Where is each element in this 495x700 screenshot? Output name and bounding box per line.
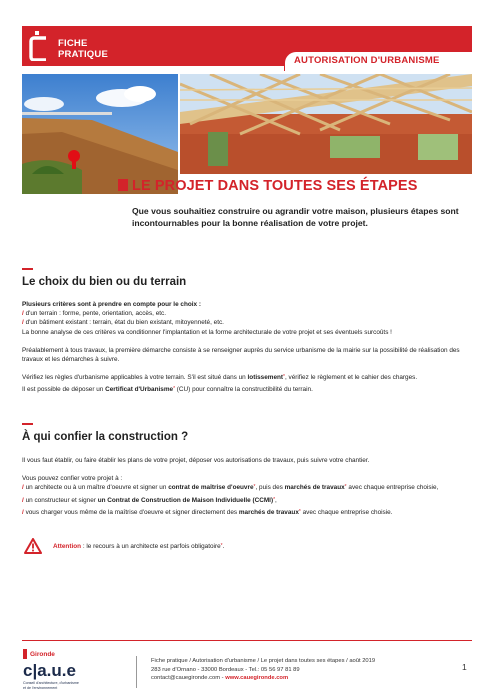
section1-heading: Le choix du bien ou du terrain — [22, 276, 187, 288]
criteria-analysis: La bonne analyse de ces critères va conditionner l'implantation et la forme architecturale de votre projet et ses éventuels surcoûts ! — [22, 328, 392, 336]
svg-text:c|a.u.e: c|a.u.e — [23, 661, 76, 680]
options-intro: Vous pouvez confier votre projet à : — [22, 475, 123, 483]
lotissement-term: lotissement — [247, 374, 284, 382]
section2-intro: Il vous faut établir, ou faire établir les plans de votre projet, déposer vos autorisations de travaux, puis suivre votre chantier. — [22, 457, 370, 464]
footer-doc-ref: Fiche pratique / Autorisation d'urbanisme / Le projet dans toutes ses étapes / août 2019 — [151, 658, 376, 664]
fiche-pratique-label: FICHE PRATIQUE — [58, 38, 108, 60]
caue-gironde-logo — [22, 648, 122, 692]
attention-note: Attention : le recours à un architecte est parfois obligatoire*. — [53, 543, 225, 550]
footer-rule — [22, 640, 472, 641]
title-accent — [118, 179, 128, 191]
footer-info — [151, 657, 441, 683]
cu-term: Certificat d'Urbanisme — [105, 386, 174, 394]
section2-accent — [22, 423, 33, 425]
construction-photo — [180, 74, 472, 174]
land-photo — [22, 74, 178, 194]
svg-text:et de l'environnement: et de l'environnement — [23, 686, 58, 690]
option-self: / vous charger vous même de la maîtrise d'oeuvre et signer directement des marchés de travaux* avec chaque entreprise choisie. — [22, 508, 393, 516]
option-builder: / un constructeur et signer un Contrat de Construction de Maison Individuelle (CCMI)*, — [22, 496, 277, 504]
caue-c-logo — [28, 31, 50, 61]
footer-email[interactable]: contact@cauegironde.com - — [151, 675, 226, 682]
warning-icon — [24, 538, 42, 554]
section2-body — [22, 456, 472, 517]
cu-info: Il est possible de déposer un Certificat d'Urbanisme* (CU) pour connaître la constructibilité du terrain. — [22, 386, 313, 394]
option-architect: / un architecte ou à un maître d'oeuvre et signer un contrat de maîtrise d'oeuvre*, puis des marchés de travaux* avec chaque entreprise choisie, — [22, 484, 439, 492]
section2-heading: À qui confier la construction ? — [22, 431, 189, 443]
prior-steps: Préalablement à tous travaux, la première démarche consiste à se renseigner auprès du service urbanisme de la mairie sur la possibilité de réalisation des travaux et les démarches à suivre. — [22, 346, 460, 364]
page-number: 1 — [462, 662, 467, 672]
rules-check: Vérifiez les règles d'urbanisme applicables à votre terrain. S'il est situé dans un lotissement*, vérifiez le règlement et le cahier des charges. — [22, 374, 418, 382]
svg-text:Gironde: Gironde — [30, 651, 55, 658]
footer-divider — [136, 656, 137, 688]
svg-text:Conseil d'architecture, d'urba: Conseil d'architecture, d'urbanisme — [23, 681, 79, 685]
lead-paragraph: Que vous souhaitiez construire ou agrandir votre maison, plusieurs étapes sont incontournables pour la bonne réalisation de votre projet. — [132, 206, 459, 228]
footer-contact — [151, 674, 441, 683]
topic-label: AUTORISATION D'URBANISME — [294, 55, 440, 66]
section1-accent — [22, 268, 33, 270]
page-title: LE PROJET DANS TOUTES SES ÉTAPES — [132, 178, 418, 194]
section1-body — [22, 300, 472, 395]
criteria-item-building: / d'un bâtiment existant : terrain, état du bien existant, mitoyenneté, etc. — [22, 319, 224, 327]
criteria-item-land: / d'un terrain : forme, pente, orientation, accès, etc. — [22, 310, 167, 318]
criteria-intro: Plusieurs critères sont à prendre en compte pour le choix : — [22, 301, 201, 308]
footer-website-link[interactable]: www.cauegironde.com — [225, 675, 289, 682]
footer-address: 283 rue d'Ornano - 33000 Bordeaux - Tel.: 05 56 97 81 89 — [151, 666, 300, 673]
